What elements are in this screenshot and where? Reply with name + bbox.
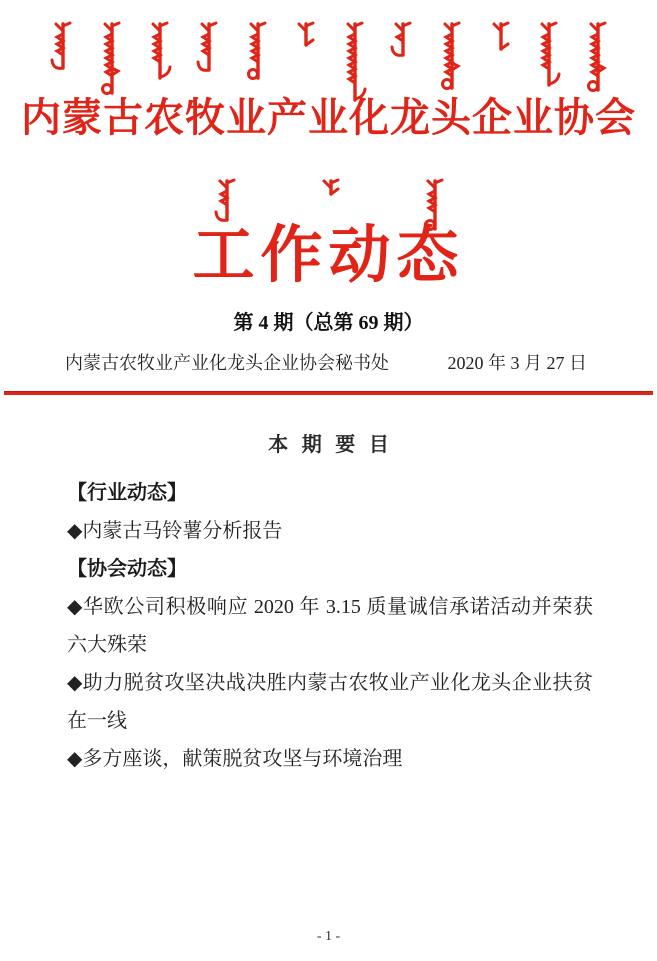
red-divider (4, 391, 653, 395)
mongolian-script-icon (241, 20, 271, 83)
mongolian-script-icon (484, 20, 514, 54)
mongolian-script-icon (46, 20, 76, 73)
toc-entry: ◆助力脱贫攻坚决战决胜内蒙古农牧业产业化龙头企业扶贫在一线 (67, 671, 593, 732)
toc-heading: 本 期 要 目 (268, 434, 393, 456)
toc-section-heading: 【行业动态】 (67, 481, 187, 504)
toc-entry: ◆华欧公司积极响应 2020 年 3.15 质量诚信承诺活动并荣获六大殊荣 (67, 595, 593, 656)
toc-section-heading: 【协会动态】 (67, 557, 187, 580)
issue-number: 第 4 期（总第 69 期） (233, 312, 424, 334)
mongolian-script-icon (386, 20, 416, 60)
mongolian-script-icon (95, 20, 125, 98)
mongolian-script-icon (210, 177, 240, 225)
publication-info-line (0, 352, 657, 374)
mongolian-script-icon (532, 20, 562, 90)
mongolian-script-icon (192, 20, 222, 75)
publisher-name: 内蒙古农牧业产业化龙头企业协会秘书处 (65, 353, 389, 373)
mongolian-script-icon (314, 177, 344, 199)
toc-list (67, 474, 593, 778)
mongolian-script-icon (581, 20, 611, 95)
mongolian-script-icon (289, 20, 319, 50)
mongolian-script-icon (435, 20, 465, 93)
bulletin-title: 工作动态 (192, 222, 465, 290)
org-title: 内蒙古农牧业产业化龙头企业协会 (21, 95, 636, 140)
mongolian-script-icon (338, 20, 368, 105)
mongolian-script-banner-top (0, 20, 657, 92)
toc-entry: ◆内蒙古马铃薯分析报告 (67, 519, 283, 542)
publish-date: 2020 年 3 月 27 日 (447, 353, 587, 373)
page-number: - 1 - (316, 929, 341, 944)
toc-entry: ◆多方座谈，献策脱贫攻坚与环境治理 (67, 747, 403, 770)
mongolian-script-icon (143, 20, 173, 83)
